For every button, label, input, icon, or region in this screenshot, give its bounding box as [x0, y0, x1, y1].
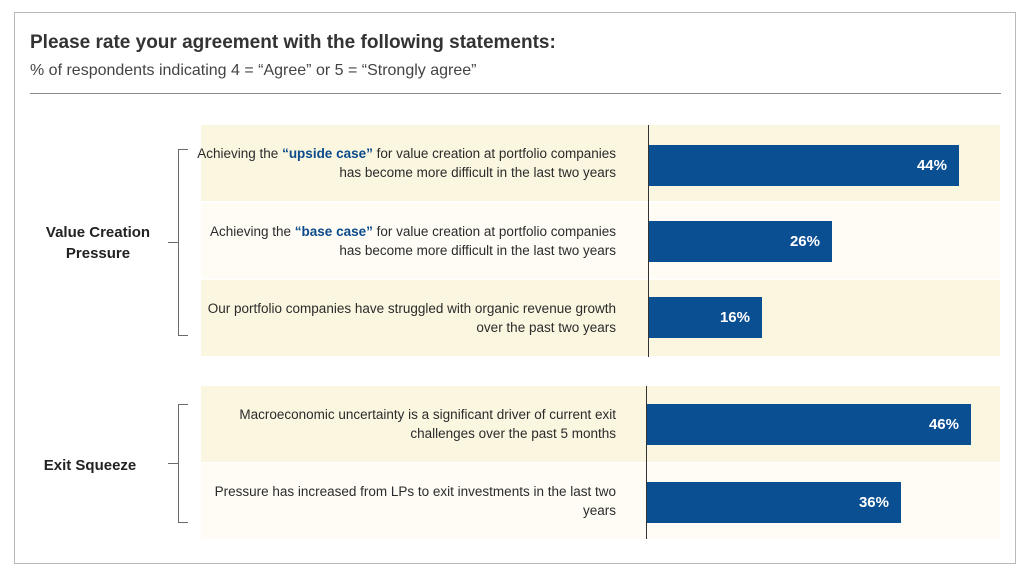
- bracket-tick: [168, 242, 178, 243]
- statement-highlight: “base case”: [294, 224, 373, 239]
- bracket-cap: [178, 522, 188, 523]
- header-divider: [30, 93, 1001, 94]
- bar-value-label: 44%: [916, 157, 947, 174]
- statement-label: [196, 203, 616, 279]
- group-label-line: Value Creation: [45, 224, 151, 241]
- bar-organic-growth: [649, 297, 762, 338]
- statement-text: Our portfolio companies have struggled with organic revenue growth over the past two years: [207, 301, 616, 335]
- statement-text: for value creation at portfolio companies has become more difficult in the last two years: [339, 224, 616, 258]
- bracket-cap: [178, 149, 188, 150]
- chart-row-base-case: [201, 203, 1000, 279]
- bar-value-label: 16%: [719, 309, 750, 326]
- statement-label: [196, 463, 616, 539]
- statement-text: Pressure has increased from LPs to exit investments in the last two years: [214, 484, 616, 518]
- statement-text: for value creation at portfolio companies has become more difficult in the last two years: [339, 146, 616, 180]
- bar-upside-case: [649, 145, 959, 186]
- bar-value-label: 46%: [928, 416, 959, 433]
- bracket-cap: [178, 335, 188, 336]
- chart-subtitle: % of respondents indicating 4 = “Agree” or 5 = “Strongly agree”: [30, 62, 477, 79]
- bracket-spine: [178, 404, 179, 523]
- bar-value-label: 36%: [858, 494, 889, 511]
- bracket-spine: [178, 149, 179, 336]
- statement-label: [196, 280, 616, 356]
- bracket-tick: [168, 463, 178, 464]
- chart-title: Please rate your agreement with the following statements:: [30, 32, 556, 53]
- statement-text: Macroeconomic uncertainty is a significant driver of current exit challenges over the past 5 months: [239, 407, 616, 441]
- group-label-value-creation: [28, 222, 168, 264]
- bar-base-case: [649, 221, 832, 262]
- bar-lp-pressure: [647, 482, 901, 523]
- chart-row-organic-growth: [201, 280, 1000, 356]
- statement-text: Achieving the: [209, 224, 295, 239]
- statement-label: [196, 125, 616, 201]
- bar-value-label: 26%: [789, 233, 820, 250]
- bracket-cap: [178, 404, 188, 405]
- group-label-exit-squeeze: Exit Squeeze: [43, 457, 137, 474]
- group-label-line: Pressure: [65, 245, 131, 262]
- statement-label: [196, 386, 616, 462]
- statement-text: Achieving the: [197, 146, 283, 161]
- bar-macro-uncertainty: [647, 404, 971, 445]
- statement-highlight: “upside case”: [282, 146, 373, 161]
